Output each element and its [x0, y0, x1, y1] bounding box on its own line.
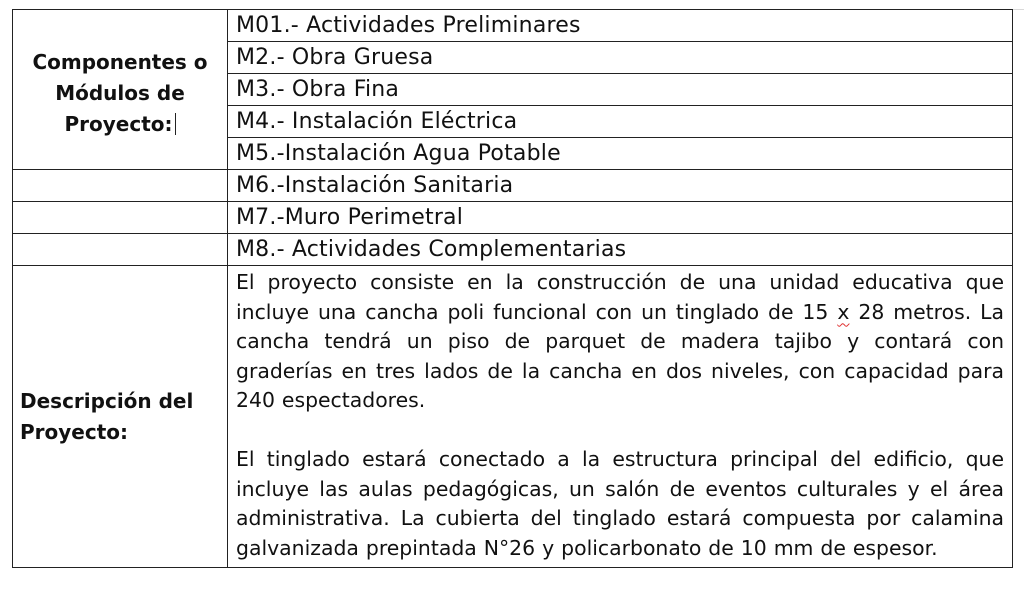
module-cell[interactable]: M2.- Obra Gruesa [228, 42, 1013, 74]
description-paragraph-2: El tinglado estará conectado a la estructura principal del edificio, que incluye las aulas pedagógicas, un salón de eventos culturales y el área administrativa. La cubierta del tinglado estará compuesta por calamina galvanizada prepintada N°26 y policarbonato de 10 mm de espesor. [236, 447, 1004, 560]
module-cell[interactable]: M4.- Instalación Eléctrica [228, 106, 1013, 138]
module-cell[interactable]: M01.- Actividades Preliminares [228, 10, 1013, 42]
empty-label-cell[interactable] [13, 170, 228, 202]
module-row [13, 234, 1013, 266]
spellcheck-mark: x [837, 299, 850, 324]
text-cursor [175, 113, 176, 135]
module-cell[interactable]: M5.-Instalación Agua Potable [228, 138, 1013, 170]
module-cell[interactable]: M7.-Muro Perimetral [228, 202, 1013, 234]
components-label-cell[interactable] [13, 10, 228, 170]
module-cell[interactable]: M3.- Obra Fina [228, 74, 1013, 106]
components-label: Componentes o Módulos de Proyecto: [32, 50, 208, 136]
module-row [13, 10, 1013, 42]
description-label-cell[interactable] [13, 266, 228, 568]
module-cell[interactable]: M6.-Instalación Sanitaria [228, 170, 1013, 202]
description-label: Descripción del Proyecto: [20, 388, 194, 444]
project-table [12, 9, 1013, 568]
module-cell[interactable]: M8.- Actividades Complementarias [228, 234, 1013, 266]
description-row [13, 266, 1013, 568]
module-row [13, 202, 1013, 234]
description-cell[interactable] [228, 266, 1013, 568]
empty-label-cell[interactable] [13, 234, 228, 266]
module-row [13, 170, 1013, 202]
empty-label-cell[interactable] [13, 202, 228, 234]
description-paragraph-1: El proyecto consiste en la construcción de una unidad educativa que incluye una cancha poli funcional con un tinglado de 15 x 28 metros. La cancha tendrá un piso de parquet de madera tajibo y contará con graderías en tres lados de la cancha en dos niveles, con capacidad para 240 espectadores. [236, 270, 1005, 412]
